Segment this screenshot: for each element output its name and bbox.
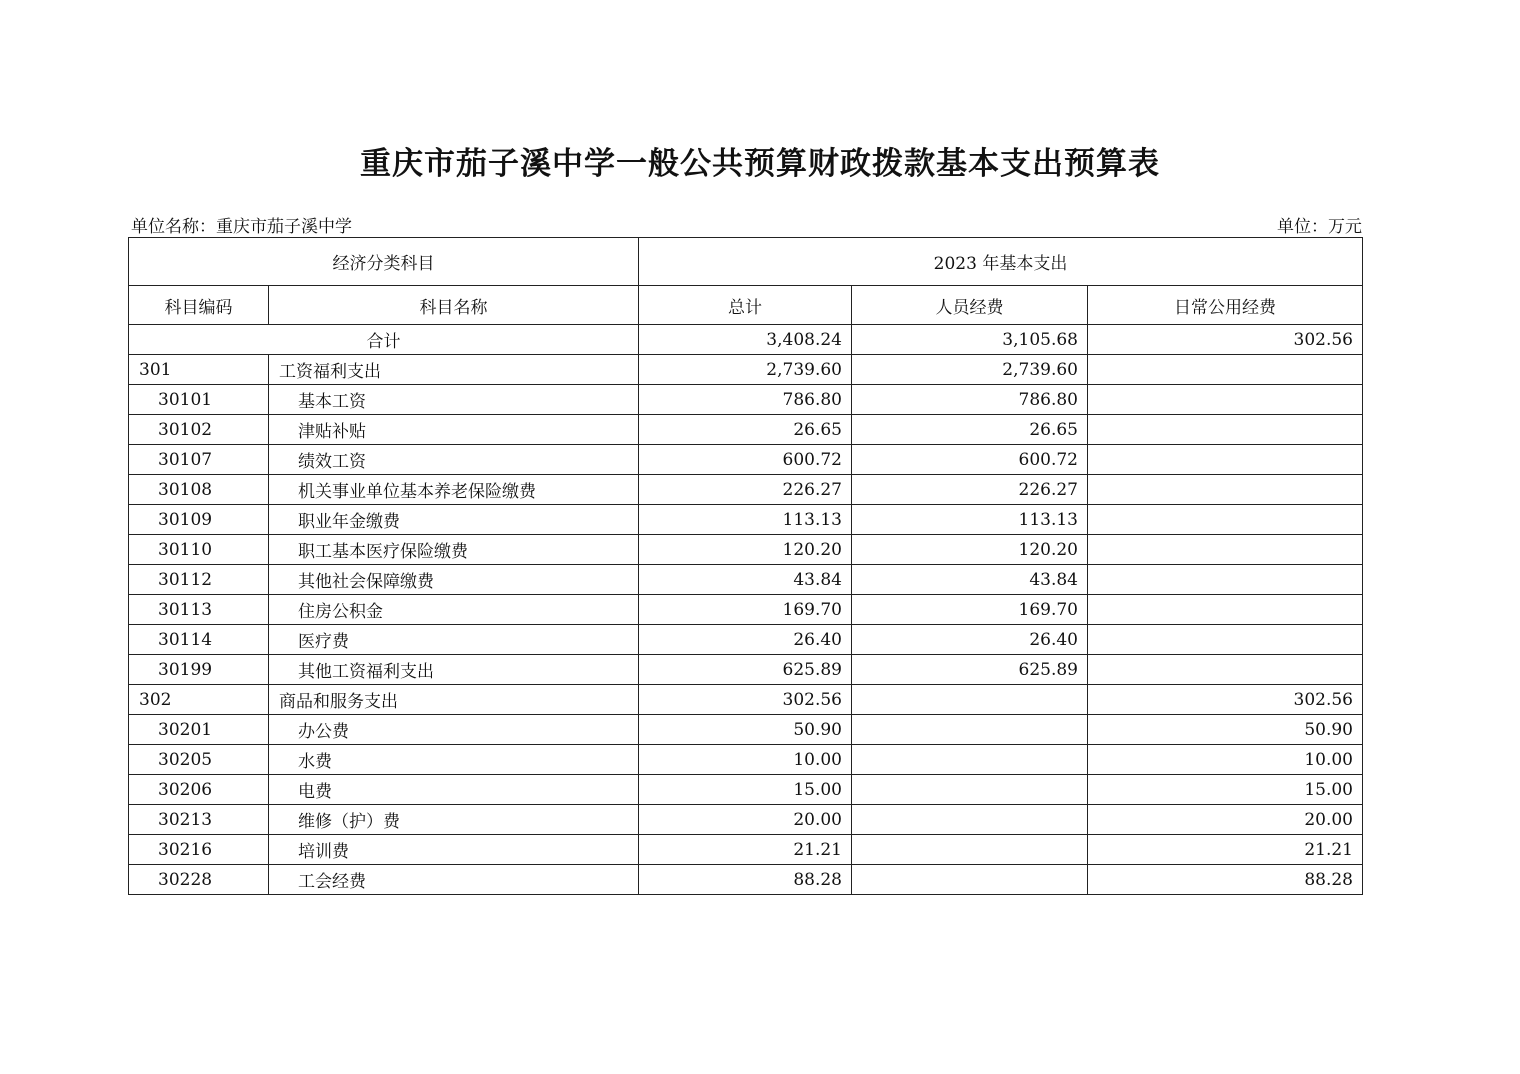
table-row: [129, 775, 1363, 805]
row-public: 20.00: [1088, 805, 1363, 835]
table-row: [129, 835, 1363, 865]
row-total: 43.84: [639, 565, 852, 595]
row-personnel: [852, 835, 1088, 865]
row-personnel: [852, 685, 1088, 715]
row-total: 169.70: [639, 595, 852, 625]
row-public: [1088, 565, 1363, 595]
table-row: [129, 565, 1363, 595]
row-personnel: [852, 745, 1088, 775]
row-code: 30216: [129, 835, 269, 865]
row-code: 30206: [129, 775, 269, 805]
table-row: [129, 595, 1363, 625]
header-row-columns: [129, 286, 1363, 325]
row-personnel: 2,739.60: [852, 355, 1088, 385]
table-row: [129, 535, 1363, 565]
table-row: [129, 385, 1363, 415]
row-name: 医疗费: [269, 625, 639, 655]
row-personnel: [852, 715, 1088, 745]
row-total: 26.40: [639, 625, 852, 655]
row-personnel: 169.70: [852, 595, 1088, 625]
header-row-group: [129, 238, 1363, 286]
row-total: 20.00: [639, 805, 852, 835]
row-public: 21.21: [1088, 835, 1363, 865]
table-row: [129, 715, 1363, 745]
row-total: 120.20: [639, 535, 852, 565]
row-name: 职工基本医疗保险缴费: [269, 535, 639, 565]
total-row: [129, 325, 1363, 355]
row-name: 其他社会保障缴费: [269, 565, 639, 595]
table-row: [129, 805, 1363, 835]
row-total: 600.72: [639, 445, 852, 475]
row-total: 50.90: [639, 715, 852, 745]
row-name: 职业年金缴费: [269, 505, 639, 535]
row-name: 水费: [269, 745, 639, 775]
table-row: [129, 415, 1363, 445]
row-total: 113.13: [639, 505, 852, 535]
row-personnel: 226.27: [852, 475, 1088, 505]
row-code: 301: [129, 355, 269, 385]
row-personnel: 43.84: [852, 565, 1088, 595]
row-total: 786.80: [639, 385, 852, 415]
row-name: 维修（护）费: [269, 805, 639, 835]
total-total: 3,408.24: [639, 325, 852, 355]
total-public: 302.56: [1088, 325, 1363, 355]
row-code: 30102: [129, 415, 269, 445]
row-code: 30114: [129, 625, 269, 655]
row-public: [1088, 475, 1363, 505]
table-row: [129, 655, 1363, 685]
row-public: [1088, 445, 1363, 475]
row-personnel: 600.72: [852, 445, 1088, 475]
row-total: 10.00: [639, 745, 852, 775]
row-total: 21.21: [639, 835, 852, 865]
row-public: [1088, 415, 1363, 445]
row-public: [1088, 505, 1363, 535]
row-total: 88.28: [639, 865, 852, 895]
row-personnel: 26.40: [852, 625, 1088, 655]
header-code: 科目编码: [129, 286, 269, 325]
row-code: 30113: [129, 595, 269, 625]
row-code: 30109: [129, 505, 269, 535]
row-name: 基本工资: [269, 385, 639, 415]
row-name: 津贴补贴: [269, 415, 639, 445]
row-name: 住房公积金: [269, 595, 639, 625]
row-total: 15.00: [639, 775, 852, 805]
budget-table: [128, 237, 1363, 895]
row-total: 625.89: [639, 655, 852, 685]
unit-label: 单位：万元: [1277, 217, 1362, 237]
row-name: 工资福利支出: [269, 355, 639, 385]
row-name: 工会经费: [269, 865, 639, 895]
row-total: 2,739.60: [639, 355, 852, 385]
table-row: [129, 475, 1363, 505]
row-public: [1088, 355, 1363, 385]
row-code: 30205: [129, 745, 269, 775]
row-code: 30199: [129, 655, 269, 685]
page-title: 重庆市茄子溪中学一般公共预算财政拨款基本支出预算表: [360, 146, 1160, 182]
header-public: 日常公用经费: [1088, 286, 1363, 325]
row-personnel: 625.89: [852, 655, 1088, 685]
row-public: 50.90: [1088, 715, 1363, 745]
row-name: 其他工资福利支出: [269, 655, 639, 685]
row-public: 302.56: [1088, 685, 1363, 715]
row-personnel: [852, 865, 1088, 895]
row-code: 30213: [129, 805, 269, 835]
row-name: 办公费: [269, 715, 639, 745]
header-basic-expenditure: 2023 年基本支出: [639, 238, 1363, 286]
header-total: 总计: [639, 286, 852, 325]
row-total: 226.27: [639, 475, 852, 505]
row-total: 302.56: [639, 685, 852, 715]
row-name: 电费: [269, 775, 639, 805]
row-code: 30201: [129, 715, 269, 745]
table-row: [129, 355, 1363, 385]
table-row: [129, 505, 1363, 535]
row-public: 15.00: [1088, 775, 1363, 805]
row-code: 30108: [129, 475, 269, 505]
row-public: [1088, 595, 1363, 625]
header-personnel: 人员经费: [852, 286, 1088, 325]
row-name: 商品和服务支出: [269, 685, 639, 715]
row-personnel: [852, 805, 1088, 835]
row-name: 绩效工资: [269, 445, 639, 475]
header-economic-category: 经济分类科目: [129, 238, 639, 286]
row-code: 30110: [129, 535, 269, 565]
row-public: [1088, 625, 1363, 655]
row-public: [1088, 655, 1363, 685]
row-total: 26.65: [639, 415, 852, 445]
table-row: [129, 625, 1363, 655]
table-row: [129, 445, 1363, 475]
header-name: 科目名称: [269, 286, 639, 325]
row-public: [1088, 385, 1363, 415]
row-public: [1088, 535, 1363, 565]
total-label: 合计: [129, 325, 639, 355]
row-code: 30107: [129, 445, 269, 475]
row-personnel: 786.80: [852, 385, 1088, 415]
table-row: [129, 865, 1363, 895]
row-personnel: 120.20: [852, 535, 1088, 565]
row-code: 30112: [129, 565, 269, 595]
row-public: 88.28: [1088, 865, 1363, 895]
total-personnel: 3,105.68: [852, 325, 1088, 355]
row-name: 机关事业单位基本养老保险缴费: [269, 475, 639, 505]
row-public: 10.00: [1088, 745, 1363, 775]
row-code: 30101: [129, 385, 269, 415]
unit-name-label: 单位名称：重庆市茄子溪中学: [131, 217, 352, 237]
row-personnel: 113.13: [852, 505, 1088, 535]
row-code: 30228: [129, 865, 269, 895]
row-code: 302: [129, 685, 269, 715]
row-name: 培训费: [269, 835, 639, 865]
table-row: [129, 685, 1363, 715]
row-personnel: 26.65: [852, 415, 1088, 445]
row-personnel: [852, 775, 1088, 805]
table-row: [129, 745, 1363, 775]
